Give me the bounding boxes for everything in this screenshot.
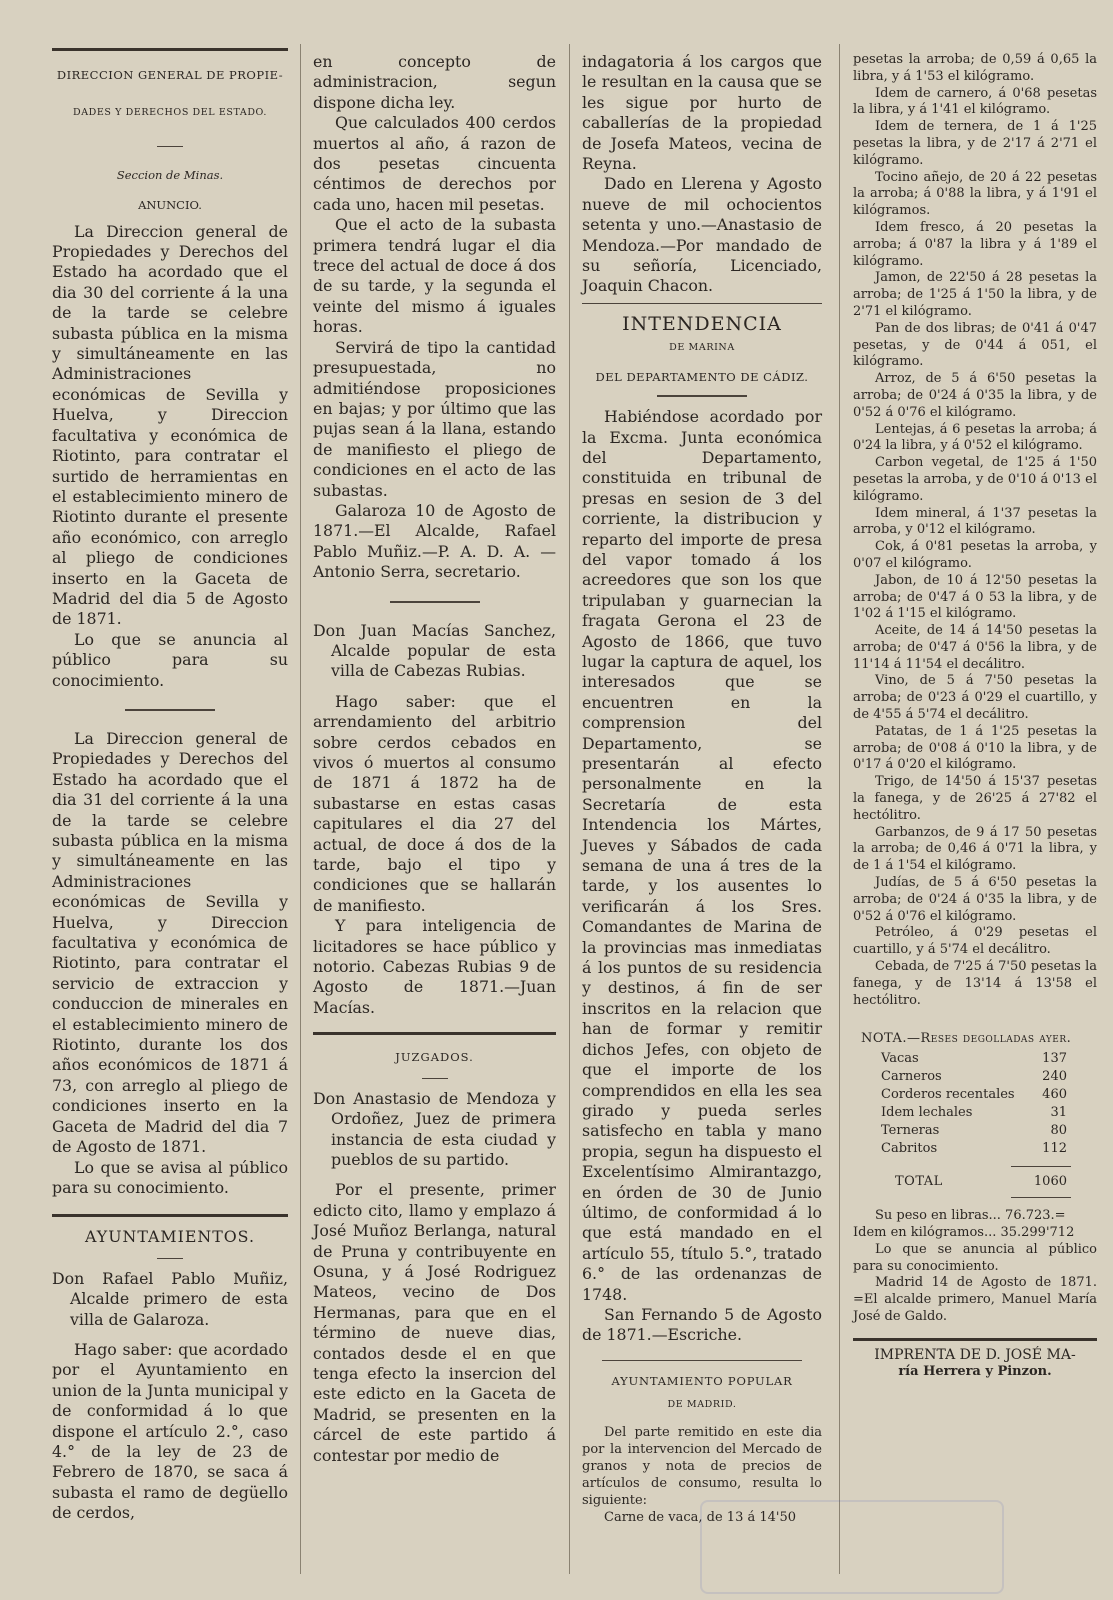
column-1 [52, 42, 288, 1524]
price-item: Jabon, de 10 á 12'50 pesetas la arroba; de 0'47 á 0 53 la libra, y de 1'02 á 1'15 el kilógramo. [853, 572, 1097, 622]
divider [1011, 1166, 1071, 1167]
peso-libras: Su peso en libras... 76.723.= [875, 1208, 1066, 1224]
divider [52, 1214, 288, 1217]
table-row [861, 1122, 1097, 1140]
price-item: Garbanzos, de 9 á 17 50 pesetas la arroba; de 0,46 á 0'71 la libra, y de 1 á 1'54 el kilógramo. [853, 824, 1097, 874]
divider [390, 601, 480, 603]
price-item: Aceite, de 14 á 14'50 pesetas la arroba; de 0'47 á 0'56 la libra, y de 11'14 á 11'54 el decálitro. [853, 623, 1097, 672]
juez-body: Por el presente, primer edicto cito, llamo y emplazo á José Muñoz Berlanga, natural de Pruna y contribuyente en Osuna, y á José Rodriguez Mateos, vecino de Dos Hermanas, para que en el término de nueve dias, contados desde el en que tenga efecto la insercion del este edicto en la Gaceta de Madrid, se presenten en la cárcel de este partido á contestar por medio de [313, 1180, 556, 1465]
divider [313, 1032, 556, 1035]
nota-block [853, 1031, 1097, 1198]
price-item: Jamon, de 22'50 á 28 pesetas la arroba; de 1'25 á 1'50 la libra, y de 2'71 el kilógramo. [853, 270, 1097, 319]
price-item: Arroz, de 5 á 6'50 pesetas la arroba; de 0'24 á 0'35 la libra, y de 0'52 á 0'76 el kilógramo. [853, 371, 1097, 420]
res-count: 137 [1042, 1051, 1067, 1067]
res-name: Carneros [881, 1069, 942, 1085]
total-table [861, 1173, 1097, 1191]
column-4 [853, 52, 1097, 1380]
res-count: 460 [1042, 1087, 1067, 1103]
carne-vaca: Carne de vaca, de 13 á 14'50 [604, 1509, 797, 1525]
divider [52, 48, 288, 51]
de-madrid: DE MADRID. [667, 1399, 737, 1411]
galaroza-p3: Que el acto de la subasta primera tendrá lugar el dia trece del actual de doce á dos de su tarde, y la segunda el veinte del mismo á iguales horas. [313, 215, 556, 337]
table-row [861, 1086, 1097, 1104]
table-row [861, 1050, 1097, 1068]
anuncio-heading: ANUNCIO. [138, 198, 202, 213]
table-row [861, 1068, 1097, 1086]
column-rule [839, 44, 840, 1574]
total-label: TOTAL [895, 1174, 943, 1190]
juez-header: Don Anastasio de Mendoza y Ordoñez, Juez de primera instancia de esta ciudad y pueblos de su partido. [313, 1088, 556, 1169]
column-rule [300, 44, 301, 1574]
price-item: Lentejas, á 6 pesetas la arroba; á 0'24 la libra, y á 0'52 el kilógramo. [853, 421, 1097, 454]
divider [157, 146, 183, 147]
imprenta-line1: IMPRENTA DE D. JOSÉ MA- [874, 1346, 1076, 1363]
table-row [861, 1173, 1097, 1191]
price-item: Vino, de 5 á 7'50 pesetas la arroba; de 0'23 á 0'29 el cuartillo, y de 4'55 á 5'74 el decálitro. [853, 673, 1097, 723]
galaroza-p2: Que calculados 400 cerdos muertos al año, á razon de dos pesetas cincuenta céntimos de derechos por cada uno, hacen mil pesetas. [313, 113, 556, 214]
price-item: Carbon vegetal, de 1'25 á 1'50 pesetas la arroba, y de 0'10 á 0'13 el kilógramo. [853, 455, 1097, 504]
galaroza-cont: en concepto de administracion, segun dispone dicha ley. [313, 52, 556, 112]
nota-sign: Madrid 14 de Agosto de 1871. =El alcalde primero, Manuel María José de Galdo. [853, 1275, 1097, 1324]
juez-cont: indagatoria á los cargos que le resultan en la causa que se les sigue por hurto de caballerías de la propiedad de Josefa Mateos, vecina de Reyna. [582, 52, 822, 174]
cabezas-header: Don Juan Macías Sanchez, Alcalde popular de esta villa de Cabezas Rubias. [313, 620, 556, 681]
dept-title-line2: DADES Y DERECHOS DEL ESTADO. [72, 107, 268, 119]
column-2 [313, 52, 556, 1466]
price-item: Cok, á 0'81 pesetas la arroba, y 0'07 el kilógramo. [853, 539, 1097, 571]
total-value: 1060 [1033, 1174, 1067, 1190]
ayto-body: Del parte remitido en este dia por la intervencion del Mercado de granos y nota de precios de artículos de consumo, resulta lo siguiente: [582, 1424, 822, 1508]
intendencia-heading: INTENDENCIA [622, 312, 782, 335]
juez-sign: Dado en Llerena y Agosto nueve de mil ochocientos setenta y uno.—Anastasio de Mendoza.—Por mandado de su señoría, Licenciado, Joaquin Chacon. [582, 174, 822, 296]
res-name: Terneras [881, 1123, 940, 1139]
departamento-heading: DEL DEPARTAMENTO DE CÁDIZ. [595, 369, 809, 384]
res-count: 31 [1050, 1105, 1067, 1121]
divider [422, 1078, 448, 1079]
price-item: Idem de ternera, de 1 á 1'25 pesetas la libra, y de 2'17 á 2'71 el kilógramo. [853, 119, 1097, 168]
res-count: 112 [1042, 1141, 1067, 1157]
price-item: Cebada, de 7'25 á 7'50 pesetas la fanega, y de 13'14 á 13'58 el hectólitro. [853, 959, 1097, 1008]
reses-table [861, 1050, 1097, 1158]
de-marina: DE MARINA [669, 342, 735, 354]
nota-close: Lo que se anuncia al público para su conocimiento. [853, 1241, 1097, 1274]
galaroza-header: Don Rafael Pablo Muñiz, Alcalde primero de esta villa de Galaroza. [52, 1268, 288, 1329]
column-3 [582, 52, 822, 1526]
intendencia-body: Habiéndose acordado por la Excma. Junta económica del Departamento, constituida en tribunal de presas en sesion de 3 del corriente, la distribucion y reparto del importe de presa del vapor tomado á los acreedores que son los que tripulaban y guarnecian la fragata Gerona el 23 de Agosto de 1866, que tuvo lugar la captura de aquel, los interesados que se encuentren en la comprension del Departamento, se presentarán al efecto personalmente en la Secretaría de esta Intendencia los Mártes, Jueves y Sábados de cada semana de una á tres de la tarde, y los ausentes lo verificarán á los Sres. Comandantes de Marina de la provincias mas inmediatas á los puntos de su residencia y destinos, á fin de ser inscritos en la relacion que han de formar y remitir dichos Jefes, con objeto de que el importe de los comprendidos en ella les sea girado y pueda serles satisfecho en tabla y mano propia, segun ha dispuesto el Excelentísimo Almirantazgo, en órden de 30 de Junio último, de conformidad á lo que está mandado en el artículo 55, título 5.°, tratado 6.° de las ordenanzas de 1748. [582, 407, 822, 1304]
price-item: Patatas, de 1 á 1'25 pesetas la arroba; de 0'08 á 0'10 la libra, y de 0'17 á 0'20 el kilógramo. [853, 723, 1097, 773]
price-item: Idem fresco, á 20 pesetas la arroba; á 0'87 la libra y á 1'89 el kilógramo. [853, 219, 1097, 269]
res-name: Corderos recentales [881, 1087, 1015, 1103]
anuncio-2: La Direccion general de Propiedades y Derechos del Estado ha acordado que el dia 31 del corriente á la una de la tarde se celebre subasta pública en la misma y simultáneamente en las Administraciones económicas de Sevilla y Huelva, y Direccion facultativa y económica de Riotinto, para contratar el servicio de extraccion y conduccion de minerales en el establecimiento minero de Riotinto, durante los dos años económicos de 1871 á 73, con arreglo al pliego de condiciones inserto en la Gaceta de Madrid del dia 7 de Agosto de 1871. [52, 728, 288, 1157]
juzgados-heading: JUZGADOS. [395, 1050, 474, 1065]
table-row [861, 1104, 1097, 1122]
divider [1011, 1197, 1071, 1198]
imprenta-line2: ría Herrera y Pinzon. [898, 1363, 1052, 1379]
price-item: Petróleo, á 0'29 pesetas el cuartillo, y á 5'74 el decálitro. [853, 925, 1097, 958]
ayto-popular-heading: AYUNTAMIENTO POPULAR [611, 1373, 793, 1388]
price-item: Pan de dos libras; de 0'41 á 0'47 pesetas, y de 0'44 á 051, el kilógramo. [853, 320, 1097, 370]
res-count: 240 [1042, 1069, 1067, 1085]
ayuntamientos-heading: AYUNTAMIENTOS. [85, 1227, 255, 1247]
cabezas-p2: Y para inteligencia de licitadores se hace público y notorio. Cabezas Rubias 9 de Agosto de 1871.—Juan Macías. [313, 916, 556, 1017]
intendencia-sign: San Fernando 5 de Agosto de 1871.—Escriche. [582, 1304, 822, 1345]
library-stamp [700, 1500, 1004, 1594]
divider [157, 1258, 183, 1259]
cabezas-p1: Hago saber: que el arrendamiento del arbitrio sobre cerdos cebados en vivos ó muertos al consumo de 1871 á 1872 ha de subastarse en estas casas capitulares el dia 27 del actual, de doce á dos de la tarde, bajo el tipo y condiciones que se hallarán de manifiesto. [313, 691, 556, 915]
dept-title-line1: DIRECCION GENERAL DE PROPIE- [56, 68, 284, 82]
column-rule [569, 44, 570, 1574]
res-count: 80 [1050, 1123, 1067, 1139]
res-name: Cabritos [881, 1141, 938, 1157]
galaroza-sign: Galaroza 10 de Agosto de 1871.—El Alcalde, Rafael Pablo Muñiz.—P. A. D. A. —Antonio Serra, secretario. [313, 500, 556, 582]
divider [853, 1338, 1097, 1341]
galaroza-body: Hago saber: que acordado por el Ayuntamiento en union de la Junta municipal y de conformidad á lo que dispone el artículo 2.°, caso 4.° de la ley de 23 de Febrero de 1870, se saca á subasta el ramo de degüello de cerdos, [52, 1339, 288, 1523]
divider [582, 303, 822, 304]
res-name: Vacas [881, 1051, 919, 1067]
price-item: pesetas la arroba; de 0,59 á 0,65 la libra, y á 1'53 el kilógramo. [853, 52, 1097, 84]
galaroza-p4: Servirá de tipo la cantidad presupuestada, no admitiéndose proposiciones en bajas; y por último que las pujas sean á la llana, estando de manifiesto el pliego de condiciones en el acto de las subastas. [313, 337, 556, 500]
nota-title: NOTA.—Reses degolladas ayer. [861, 1031, 1072, 1047]
anuncio-1: La Direccion general de Propiedades y Derechos del Estado ha acordado que el dia 30 del corriente á la una de la tarde se celebre subasta pública en la misma y simultáneamente en las Administraciones económicas de Sevilla y Huelva, y Direccion facultativa y económica de Riotinto, para contratar el surtido de herramientas en el establecimiento minero de Riotinto durante el presente año económico, con arreglo al pliego de condiciones inserto en la Gaceta de Madrid del dia 5 de Agosto de 1871. [52, 221, 288, 629]
divider [657, 395, 747, 397]
price-item: Idem mineral, á 1'37 pesetas la arroba, y 0'12 el kilógramo. [853, 505, 1097, 538]
anuncio-2-close: Lo que se avisa al público para su conocimiento. [52, 1157, 288, 1197]
table-row [861, 1140, 1097, 1158]
price-item: Idem de carnero, á 0'68 pesetas la libra, y á 1'41 el kilógramo. [853, 85, 1097, 118]
divider [602, 1360, 802, 1361]
divider [125, 709, 215, 711]
price-item: Trigo, de 14'50 á 15'37 pesetas la fanega, y de 26'25 á 27'82 el hectólitro. [853, 774, 1097, 823]
anuncio-1-close: Lo que se anuncia al público para su conocimiento. [52, 629, 288, 690]
section-title: Seccion de Minas. [116, 167, 224, 182]
res-name: Idem lechales [881, 1105, 973, 1121]
price-item: Tocino añejo, de 20 á 22 pesetas la arroba; á 0'88 la libra, y á 1'91 el kilógramos. [853, 169, 1097, 219]
price-item: Judías, de 5 á 6'50 pesetas la arroba; de 0'24 á 0'35 la libra, y de 0'52 á 0'76 el kilógramo. [853, 875, 1097, 924]
peso-kg: Idem en kilógramos... 35.299'712 [853, 1225, 1075, 1241]
